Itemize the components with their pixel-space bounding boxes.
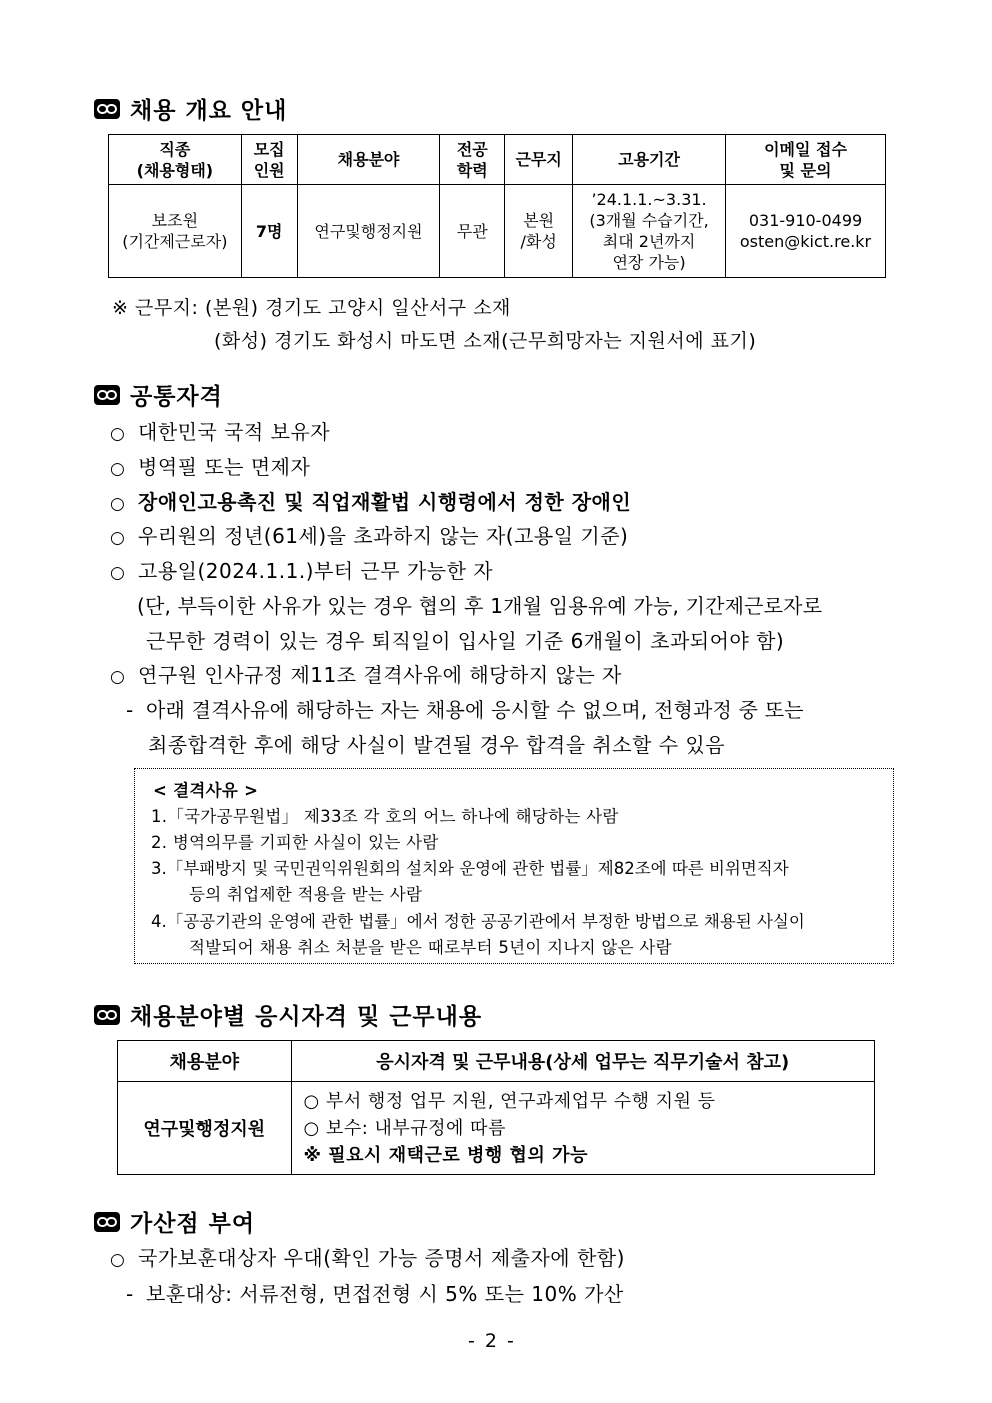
disqualify-reason-3b: 등의 취업제한 적용을 받는 사람 [189,885,423,904]
disqualify-box [134,768,894,964]
header-email: 이메일 접수 및 문의 [726,135,886,185]
disqualify-reason-1: 1.「국가공무원법」 제33조 각 호의 어느 하나에 해당하는 사람 [151,807,619,826]
common-item-6-sub-1: - 아래 결격사유에 해당하는 자는 채용에 응시할 수 없으며, 전형과정 중 또는 [126,698,804,722]
bonus-sub-1: - 보훈대상: 서류전형, 면접전형 시 5% 또는 10% 가산 [126,1282,624,1306]
link-icon [94,385,120,405]
field-content-line-3: ※ 필요시 재택근로 병행 협의 가능 [303,1144,588,1166]
cell-period: ’24.1.1.~3.31. (3개월 수습기간, 최대 2년까지 연장 가능) [573,185,726,278]
common-item-6-sub-2: 최종합격한 후에 해당 사실이 발견될 경우 합격을 취소할 수 있음 [148,733,726,757]
cell-location: 본원 /화성 [505,185,573,278]
overview-header-row [109,135,886,185]
cell-education: 무관 [440,185,505,278]
field-header-row [118,1041,875,1082]
disqualify-reason-2: 2. 병역의무를 기피한 사실이 있는 사람 [151,833,439,852]
field-content-line-2: ○ 보수: 내부규정에 따름 [303,1117,506,1139]
common-item-1: ○ 대한민국 국적 보유자 [110,420,331,444]
section-title-bonus [94,1205,255,1238]
common-item-5-note-1: (단, 부득이한 사유가 있는 경우 협의 후 1개월 임용유예 가능, 기간제근로자로 [137,594,823,618]
common-item-2: ○ 병역필 또는 면제자 [110,455,311,479]
bonus-item-1: ○ 국가보훈대상자 우대(확인 가능 증명서 제출자에 한함) [110,1246,625,1270]
disqualify-reason-4a: 4.「공공기관의 운영에 관한 법률」에서 정한 공공기관에서 부정한 방법으로 채용된 사실이 [151,912,805,931]
section-title-common [94,378,223,411]
section-title-text: 가산점 부여 [130,1211,256,1237]
cell-field: 연구및행정지원 [297,185,440,278]
link-icon [94,1005,120,1025]
header-field: 채용분야 [297,135,440,185]
disqualify-reason-3a: 3.「부패방지 및 국민권익위원회의 설치와 운영에 관한 법률」제82조에 따른 비위면직자 [151,859,789,878]
header-education: 전공 학력 [440,135,505,185]
section-title-text: 채용 개요 안내 [130,98,288,124]
common-item-5: ○ 고용일(2024.1.1.)부터 근무 가능한 자 [110,559,494,583]
common-item-5-note-2: 근무한 경력이 있는 경우 퇴직일이 입사일 기준 6개월이 초과되어야 함) [146,629,785,653]
cell-contact: 031-910-0499 osten@kict.re.kr [726,185,886,278]
common-item-3: ○ 장애인고용촉진 및 직업재활법 시행령에서 정한 장애인 [110,490,632,514]
cell-job-type: 보조원 (기간제근로자) [109,185,242,278]
link-icon [94,99,120,119]
overview-data-row [109,185,886,278]
field-cell-content [291,1082,875,1175]
location-note-2: (화성) 경기도 화성시 마도면 소재(근무희망자는 지원서에 표기) [214,330,757,352]
field-data-row [118,1082,875,1175]
header-count: 모집 인원 [241,135,297,185]
section-title-text: 채용분야별 응시자격 및 근무내용 [130,1004,483,1030]
common-item-6: ○ 연구원 인사규정 제11조 결격사유에 해당하지 않는 자 [110,663,622,687]
header-job-type: 직종 (채용형태) [109,135,242,185]
field-cell-name: 연구및행정지원 [118,1082,292,1175]
cell-count: 7명 [241,185,297,278]
disqualify-reason-4b: 적발되어 채용 취소 처분을 받은 때로부터 5년이 지나지 않은 사람 [189,938,672,957]
section-title-overview [94,92,287,125]
disqualify-title: < 결격사유 > [153,781,259,800]
field-table [117,1040,875,1175]
link-icon [94,1212,120,1232]
header-location: 근무지 [505,135,573,185]
field-header-field: 채용분야 [118,1041,292,1082]
field-header-content: 응시자격 및 근무내용(상세 업무는 직무기술서 참고) [291,1041,875,1082]
overview-table [108,134,886,278]
section-title-field [94,998,482,1031]
page-number: - 2 - [468,1330,516,1352]
common-item-4: ○ 우리원의 정년(61세)을 초과하지 않는 자(고용일 기준) [110,524,629,548]
header-period: 고용기간 [573,135,726,185]
location-note-1: ※ 근무지: (본원) 경기도 고양시 일산서구 소재 [112,297,511,319]
section-title-text: 공통자격 [130,384,223,410]
field-content-line-1: ○ 부서 행정 업무 지원, 연구과제업무 수행 지원 등 [303,1090,716,1112]
